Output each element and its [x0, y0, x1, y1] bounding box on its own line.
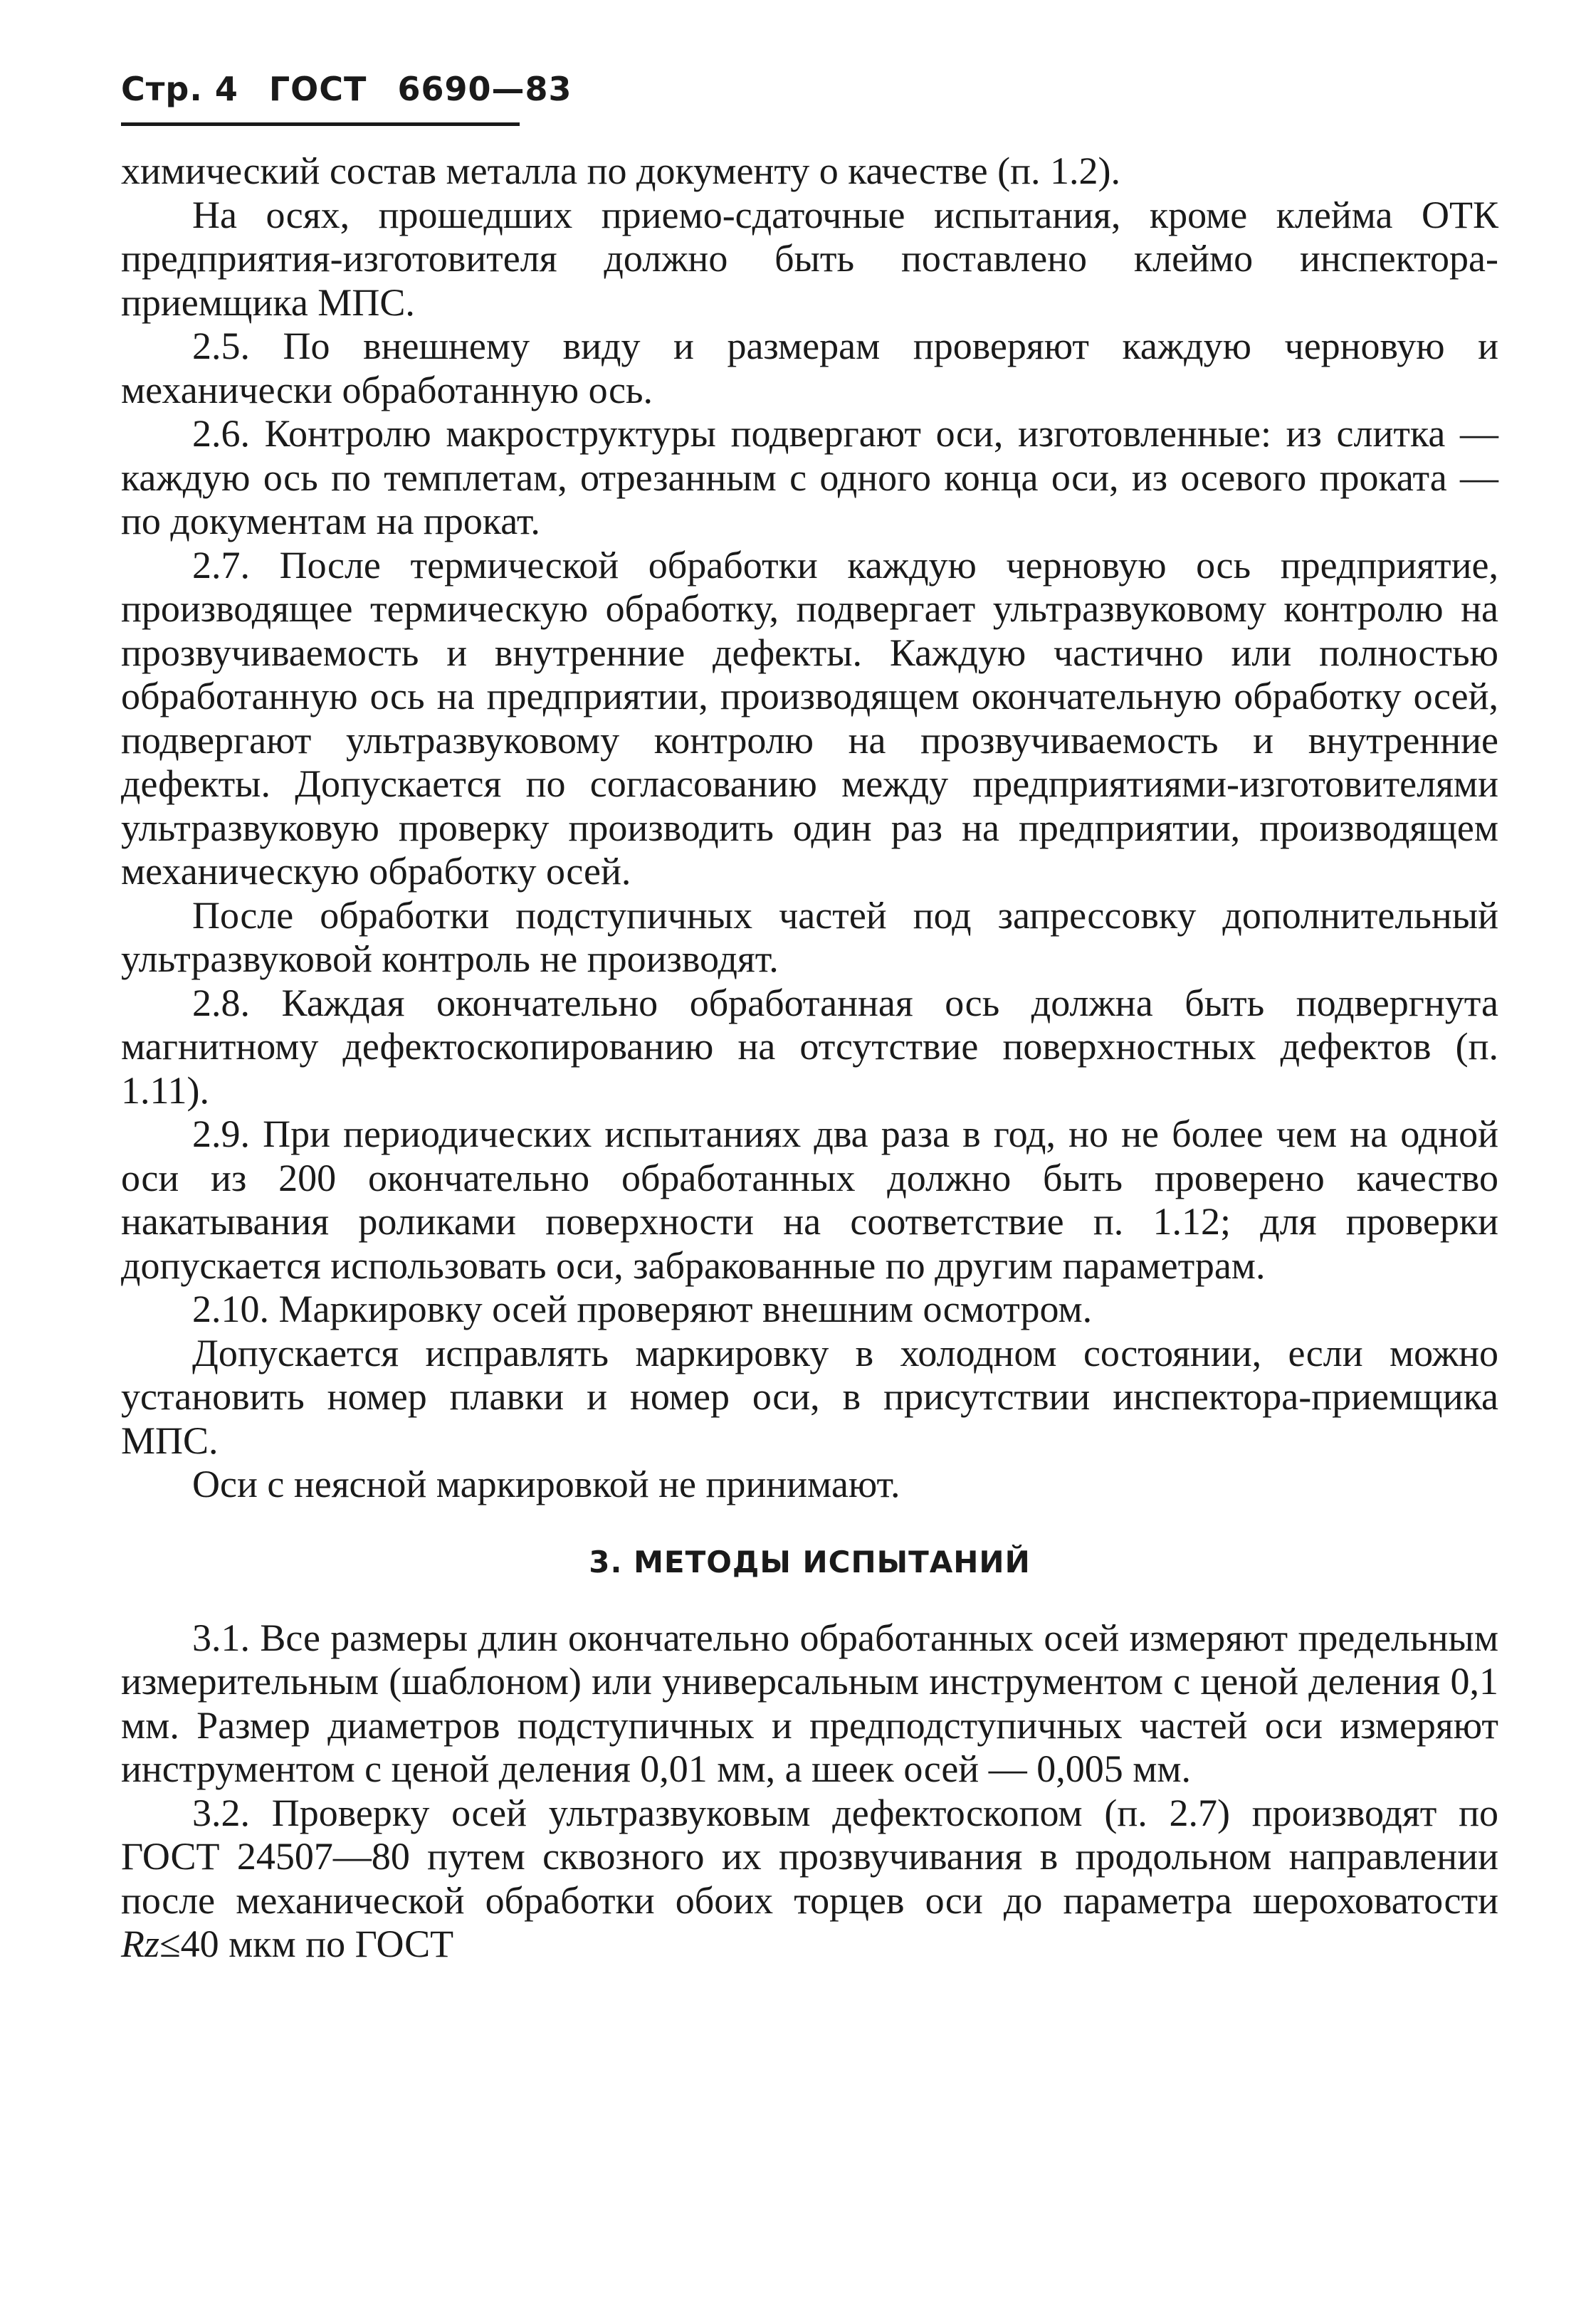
roughness-symbol: Rz	[121, 1923, 159, 1965]
paragraph-2-5: 2.5. По внешнему виду и размерам проверяют каждую черновую и механически обработанную ось.	[121, 325, 1498, 411]
paragraph: На осях, прошедших приемо-сдаточные испытания, кроме клейма ОТК предприятия-изготовителя должно быть поставлено клеймо инспектора-приемщика МПС.	[121, 193, 1498, 324]
standard-label: ГОСТ	[268, 70, 367, 108]
paragraph-3-2-start: 3.2. Проверку осей ультразвуковым дефектоскопом (п. 2.7) производят по ГОСТ 24507—80 путем сквозного их прозвучивания в продольном направлении после механической обработки обоих торцев оси до параметра шероховатости	[121, 1791, 1498, 1922]
paragraph: химический состав металла по документу о качестве (п. 1.2).	[121, 149, 1120, 192]
paragraph-3-1: 3.1. Все размеры длин окончательно обработанных осей измеряют предельным измерительным (шаблоном) или универсальным инструментом с ценой деления 0,1 мм. Размер диаметров подступичных и предподступичных частей оси измеряют инструментом с ценой деления 0,01 мм, а шеек осей — 0,005 мм.	[121, 1616, 1498, 1790]
paragraph-2-7: 2.7. После термической обработки каждую черновую ось предприятие, производящее термическую обработку, подвергает ультразвуковому контролю на прозвучиваемость и внутренние дефекты. Каждую частично или полностью обработанную ось на предприятии, производящем окончательную обработку осей, подвергают ультразвуковому контролю на прозвучиваемость и внутренние дефекты. Допускается по согласованию между предприятиями-изготовителями ультразвуковую проверку производить один раз на предприятии, производящем механическую обработку осей.	[121, 543, 1498, 893]
paragraph-2-10: 2.10. Маркировку осей проверяют внешним осмотром.	[192, 1288, 1093, 1330]
paragraph-3-2	[121, 1792, 1498, 1967]
header-rule	[121, 122, 520, 126]
section-title: 3. МЕТОДЫ ИСПЫТАНИЙ	[589, 1544, 1031, 1579]
paragraph-2-8: 2.8. Каждая окончательно обработанная ось должна быть подвергнута магнитному дефектоскопированию на отсутствие поверхностных дефектов (п. 1.11).	[121, 981, 1498, 1112]
paragraph-3-2-end: ≤40 мкм по ГОСТ	[159, 1923, 454, 1965]
paragraph-2-9: 2.9. При периодических испытаниях два раза в год, но не более чем на одной оси из 200 окончательно обработанных должно быть проверено качество накатывания роликами поверхности на соответствие п. 1.12; для проверки допускается использовать оси, забракованные по другим параметрам.	[121, 1113, 1498, 1287]
page-header	[121, 70, 590, 108]
standard-number: 6690—83	[397, 70, 572, 108]
paragraph: После обработки подступичных частей под запрессовку дополнительный ультразвуковой контроль не производят.	[121, 893, 1498, 980]
body-text	[121, 149, 1498, 1967]
paragraph: Оси с неясной маркировкой не принимают.	[192, 1463, 900, 1505]
paragraph: Допускается исправлять маркировку в холодном состоянии, если можно установить номер плавки и номер оси, в присутствии инспектора-приемщика МПС.	[121, 1331, 1498, 1462]
paragraph-2-6: 2.6. Контролю макроструктуры подвергают оси, изготовленные: из слитка — каждую ось по темплетам, отрезанным с одного конца оси, из осевого проката — по документам на прокат.	[121, 412, 1498, 542]
page-number: Стр. 4	[121, 70, 238, 108]
